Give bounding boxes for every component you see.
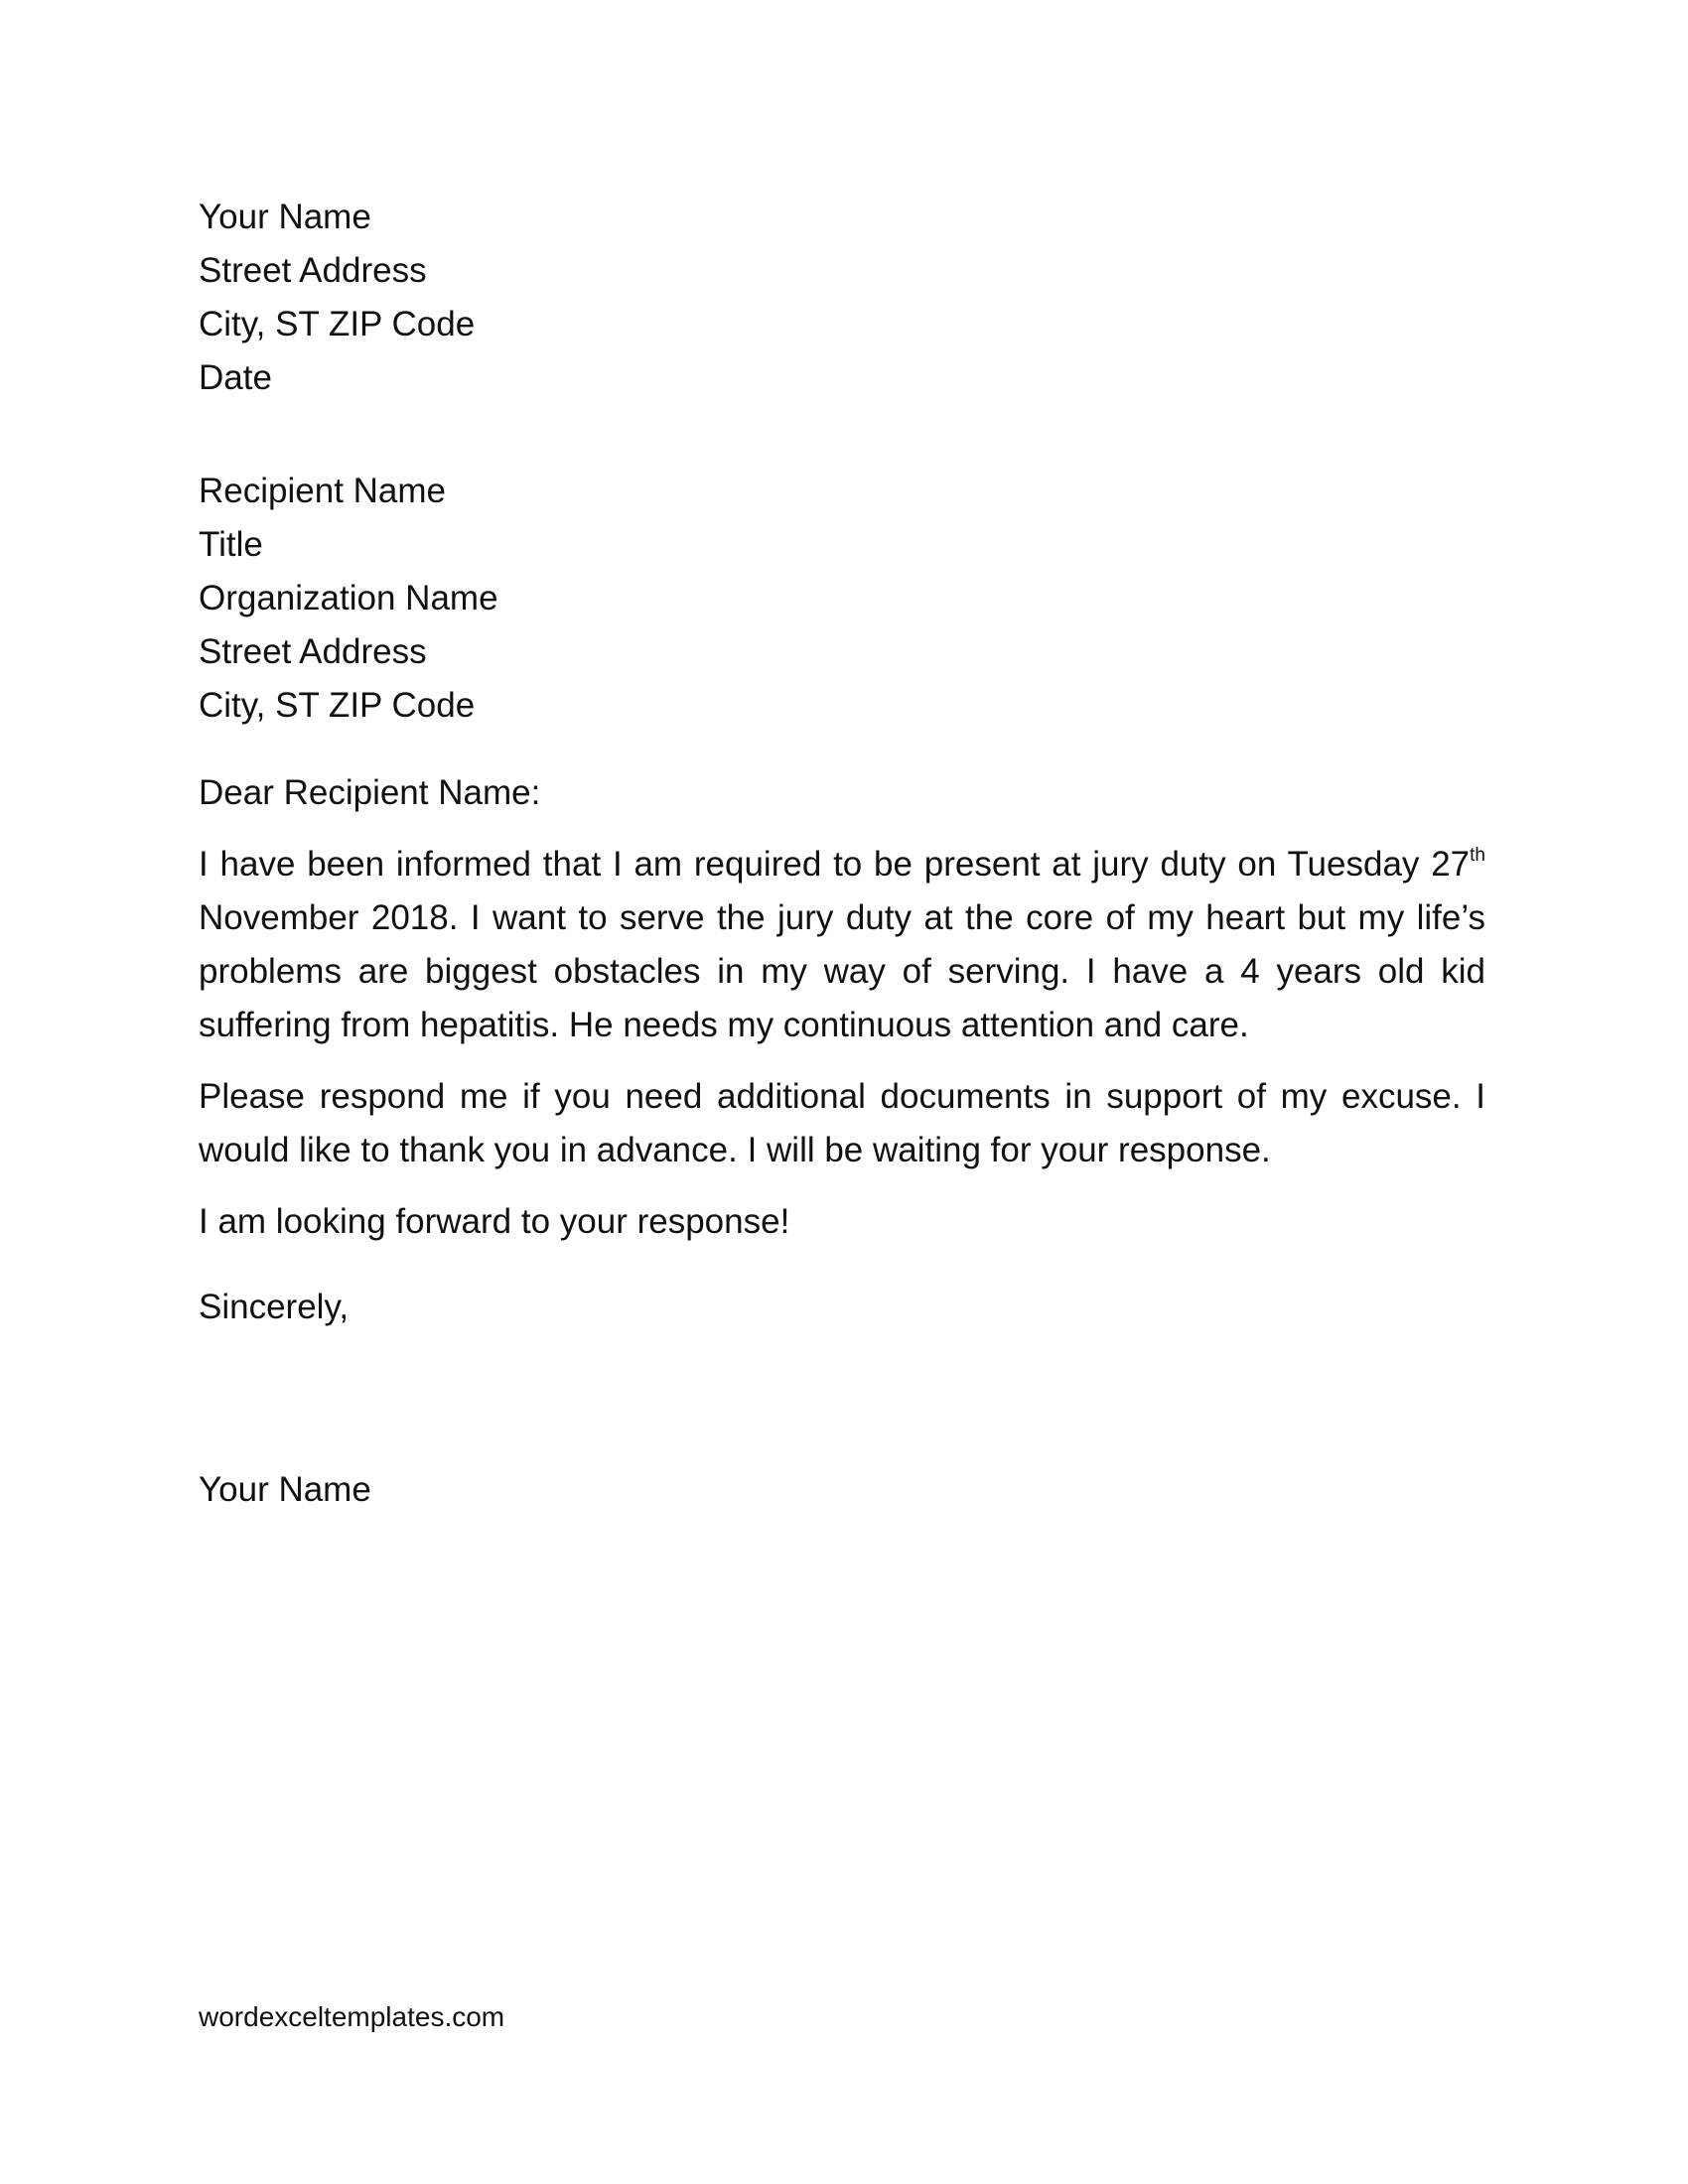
recipient-address-block [199, 465, 1485, 733]
sender-street: Street Address [199, 251, 427, 290]
salutation [199, 766, 1485, 820]
letter-date: Date [199, 358, 272, 397]
body-paragraph-2: Please respond me if you need additional documents in support of my excuse. I would like to thank you in advance. I will be waiting for your response. [199, 1077, 1485, 1169]
recipient-city: City, ST ZIP Code [199, 686, 476, 725]
closing-text: Sincerely, [199, 1288, 350, 1326]
recipient-organization: Organization Name [199, 579, 498, 617]
sender-name: Your Name [199, 198, 371, 236]
body-paragraph-3: I am looking forward to your response! [199, 1202, 790, 1241]
recipient-title: Title [199, 525, 263, 564]
recipient-street: Street Address [199, 632, 427, 671]
ordinal-suffix: th [1470, 845, 1485, 866]
salutation-text: Dear Recipient Name: [199, 773, 541, 812]
paragraph-1-text-end: November 2018. I want to serve the jury duty at the core of my heart but my life’s problems are biggest obstacles in my way of serving. I have a 4 years old kid suffering from hepatitis. He needs my continuous attention and care. [199, 898, 1485, 1044]
recipient-name: Recipient Name [199, 472, 446, 510]
signature-block [199, 1463, 1485, 1517]
closing [199, 1281, 1485, 1334]
body-paragraph-1 [199, 838, 1485, 1052]
signature-name: Your Name [199, 1470, 371, 1509]
sender-city: City, ST ZIP Code [199, 305, 476, 343]
sender-address-block [199, 191, 1485, 405]
paragraph-1-text-start: I have been informed that I am required to be present at jury duty on Tuesday 27 [199, 845, 1471, 884]
footer-website: wordexceltemplates.com [199, 2001, 505, 2032]
letter-content [199, 191, 1485, 1517]
